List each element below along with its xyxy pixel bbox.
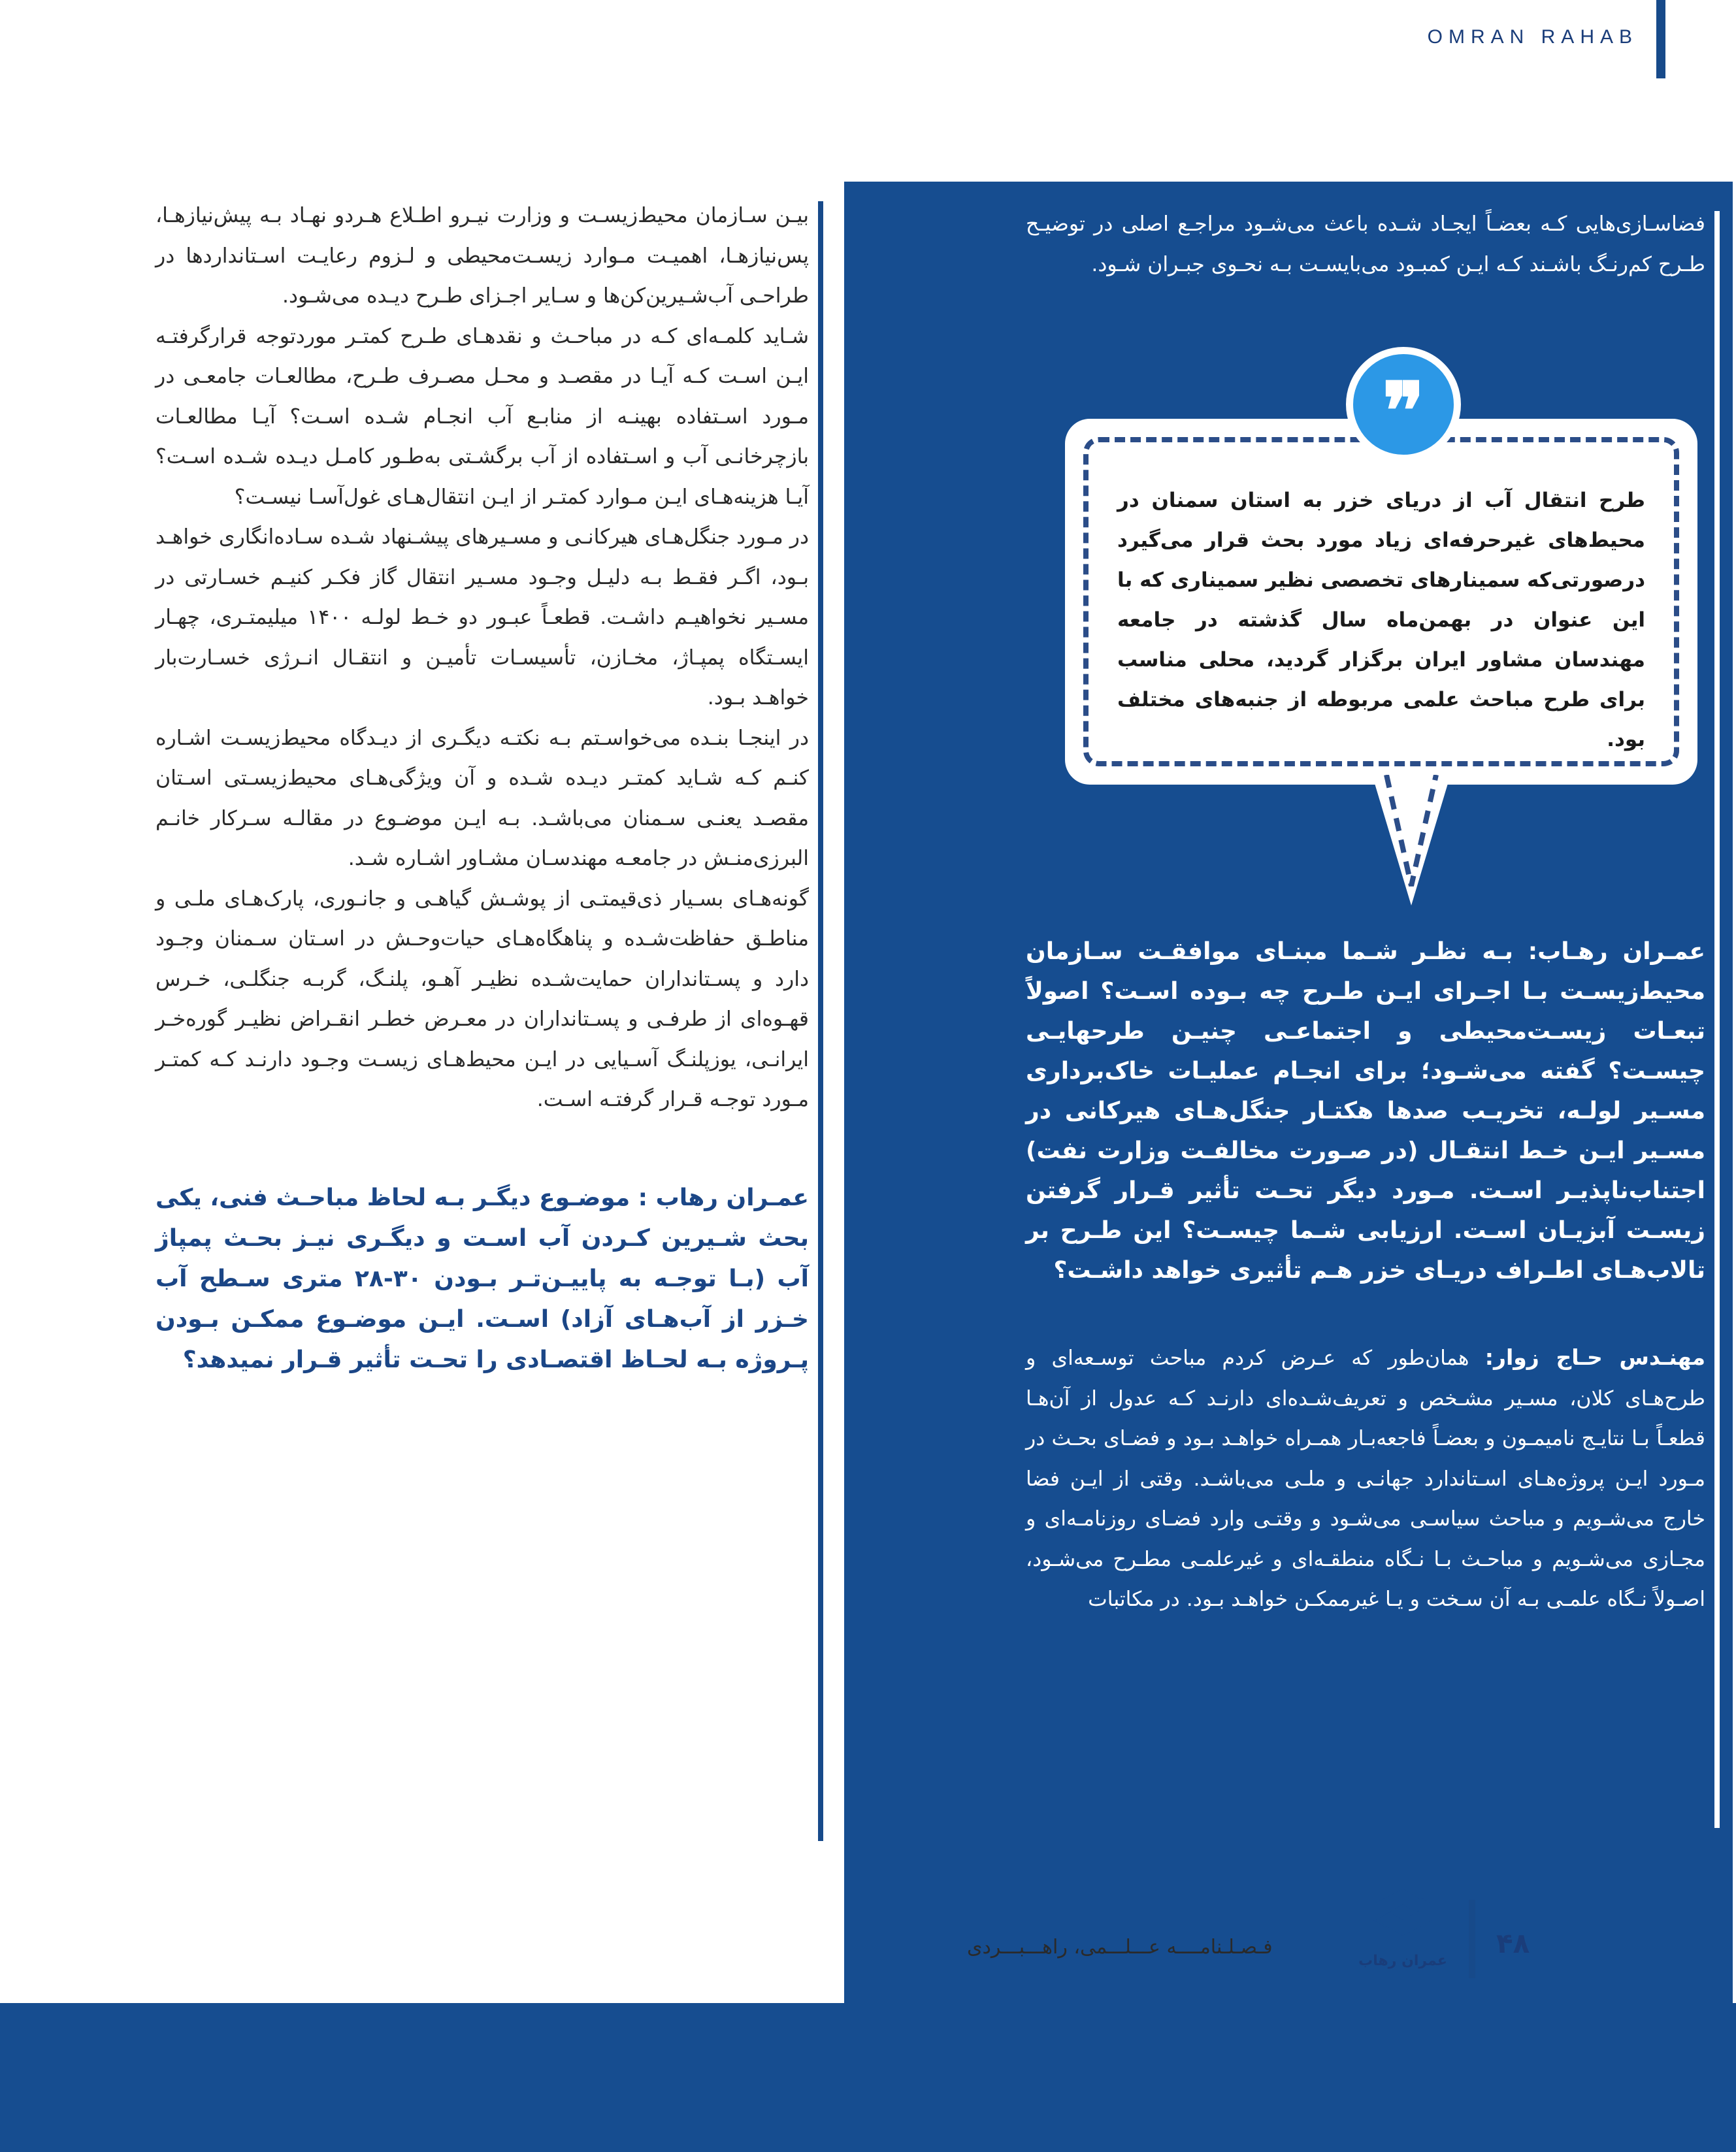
header-brand: OMRAN RAHAB <box>1427 26 1638 48</box>
pullquote-text: طرح انتقال آب از دریای خزر به استان سمنان در محیط‌های غیرحرفه‌ای زیاد مورد بحث قرار می‌گیرد درصورتی‌که سمینارهای تخصصی نظیر سمیناری که با این عنوان در بهمن‌ماه سال گذشته در جامعه مهندسان مشاور ایران برگزار گردید، محلی مناسب برای طرح مباحث علمی مربوطه از جنبه‌های مختلف بود. <box>1117 489 1645 751</box>
pullquote-box <box>1065 365 1697 785</box>
answer-text: همان‌طور که عـرض کردم مباحث توسـعه‌ای و طرح‌هـای کلان، مسـیر مشـخص و تعریف‌شـده‌ای دارنـد کـه عدول از آن‌هـا قطعـاً بـا نتایـج نامیمـون و بعضـاً فاجعه‌بـار همـراه خواهـد بـود و فضـای بحـث در مـورد ایـن پروژه‌هـای اسـتاندارد جهانـی و ملـی می‌باشـد. وقتی از ایـن فضا خارج می‌شـویم و مباحث سیاسـی می‌شـود و وقتـی وارد فضـای روزنامـه‌ای و مجـازی می‌شـویم و مباحـث بـا نـگاه منطقـه‌ای و غیرعلمـی مطـرح می‌شـود، اصـولاً نـگاه علمـی بـه آن سـخت و یـا غیرممکـن خواهـد بـود. در مکاتبات <box>1026 1346 1705 1611</box>
answer-speaker: مهنـدس حـاج زوار: <box>1484 1345 1705 1370</box>
left-column-rule <box>818 201 823 1841</box>
logo-text: عمران رهاب <box>1358 1953 1447 1969</box>
left-paragraph-3: در مـورد جنگل‌هـای هیرکانـی و مسـیرهای پیشـنهاد شـده سـاده‌انگاری خواهـد بـود، اگـر فقـط بـه دلیـل وجـود مسـیر انتقال گاز فکـر کنیـم خسـارتی در مسـیر نخواهیـم داشـت. قطعـاً عبـور دو خـط لولـه ۱۴۰۰ میلیمتـری، چهـار ایسـتگاه پمپـاژ، مخـازن، تأسیسـات تأمیـن و انتقـال انـرژی خسـارت‌بار خواهـد بـود. <box>156 525 809 709</box>
left-paragraph-4: در اینجـا بنـده می‌خواسـتم بـه نکتـه دیگـری از دیـدگاه محیط‌زیسـت اشـاره کنـم کـه شـاید کمتـر دیـده شـده و آن ویژگی‌هـای محیط‌زیسـتی اسـتان مقصـد یعنـی سـمنان می‌باشـد. بـه ایـن موضـوع در مقالـه سـرکار خانـم البرزی‌منـش در جامعـه مهندسـان مشـاور اشـاره شـد. <box>156 726 809 870</box>
left-column <box>156 196 809 1380</box>
right-column-rule <box>1714 211 1720 1828</box>
footer-band <box>0 2003 1736 2152</box>
blue-panel <box>844 182 1733 2020</box>
omran-rahab-logo-icon <box>1347 1885 1458 1957</box>
left-paragraph-2: شـاید کلمـه‌ای کـه در مباحـث و نقدهـای طـرح کمتـر موردتوجه قرارگرفتـه ایـن اسـت کـه آیـا در مقصـد و محـل مصـرف طـرح، مطالعـات جامعـی در مـورد اسـتفاده بهینـه از منابـع آب انجـام شـده اسـت؟ آیـا مطالعـات بازچرخانـی آب و اسـتفاده از آب برگشـتی به‌طـور کامـل دیـده شـده اسـت؟ آیـا هزینه‌هـای ایـن مـوارد کمتـر از ایـن انتقال‌هـای غول‌آسـا نیسـت؟ <box>156 324 809 509</box>
right-intro-paragraph: فضاسـازی‌هایی کـه بعضـاً ایجـاد شـده باعث می‌شـود مراجـع اصلی در توضیـح طـرح کم‌رنـگ باشـند کـه ایـن کمبـود می‌بایسـت بـه نحـوی جبـران شـود. <box>1026 212 1705 276</box>
logo <box>1347 1885 1458 1969</box>
speech-tail-icon <box>1372 775 1450 912</box>
interview-answer <box>1026 1337 1705 1620</box>
interview-question-right: عمـران رهـاب: بـه نظـر شـما مبنـای موافقـت سـازمان محیط‌زیسـت بـا اجـرای ایـن طـرح چه بـوده اسـت؟ اصولاً تبعـات زیسـت‌محیطی و اجتماعـی چنیـن طرحهایـی چیسـت؟ گفته می‌شـود؛ برای انجـام عملیـات خاک‌برداری مسـیر لولـه، تخریـب صدها هکتـار جنگل‌هـای هیرکانی در مسـیر ایـن خـط انتقـال (در صـورت مخالفـت وزارت نفت) اجتناب‌ناپذیـر اسـت. مـورد دیگر تحـت تأثیر قـرار گرفتن زیسـت آبزیـان اسـت. ارزیابی شـما چیسـت؟ این طـرح بر تالاب‌هـای اطـراف دریـای خزر هـم تأثیری خواهد داشـت؟ <box>1026 938 1705 1284</box>
header-accent-bar <box>1656 0 1665 78</box>
interview-question-left: عمـران رهاب : موضـوع دیگـر بـه لحاظ مباحـث فنی، یکی بحث شـیرین کـردن آب اسـت و دیگـری نیـز بحـث پمپاژ آب (بـا توجـه به پاییـن‌تـر بـودن ۳۰-۲۸ متری سـطح آب خـزر از آب‌هـای آزاد) اسـت. ایـن موضـوع ممکـن بـودن پـروژه بـه لحـاظ اقتصـادی را تحـت تأثیر قـرار نمیدهد؟ <box>156 1184 809 1373</box>
quote-icon: ❞ <box>1346 347 1461 462</box>
page-number: ۴۸ <box>1496 1927 1530 1959</box>
footer-divider <box>1469 1900 1475 1978</box>
right-column <box>1026 204 1705 1620</box>
journal-title: فـصـلـنامــــه عـــلـــمی، راهـــبـــردی <box>967 1936 1273 1959</box>
left-paragraph-5: گونه‌هـای بسـیار ذی‌قیمتـی از پوشـش گیاهـی و جانـوری، پارک‌هـای ملـی و مناطـق حفاظت‌شـده و پناهگاه‌هـای حیات‌وحـش در اسـتان سـمنان وجـود دارد و پسـتانداران حمایت‌شـده نظیـر آهـو، پلنـگ، گربـه جنگلـی، خـرس قهـوه‌ای از طرفـی و پسـتانداران در معـرض خطـر انقـراض نظیـر گوره‌خـر ایرانـی، یوزپلنـگ آسـیایی در ایـن محیط‌هـای زیسـت وجـود دارنـد کـه کمتـر مـورد توجـه قـرار گرفتـه اسـت. <box>156 887 809 1111</box>
left-paragraph-1: بیـن سـازمان محیط‌زیسـت و وزارت نیـرو اطـلاع هـردو نهـاد بـه پیش‌نیازهـا، پس‌نیازهـا، اهمیـت مـوارد زیسـت‌محیطی و لـزوم رعایـت اسـتانداردها در طراحـی آب‌شـیرین‌کن‌ها و سـایر اجـزای طـرح دیـده می‌شـود. <box>156 204 809 308</box>
